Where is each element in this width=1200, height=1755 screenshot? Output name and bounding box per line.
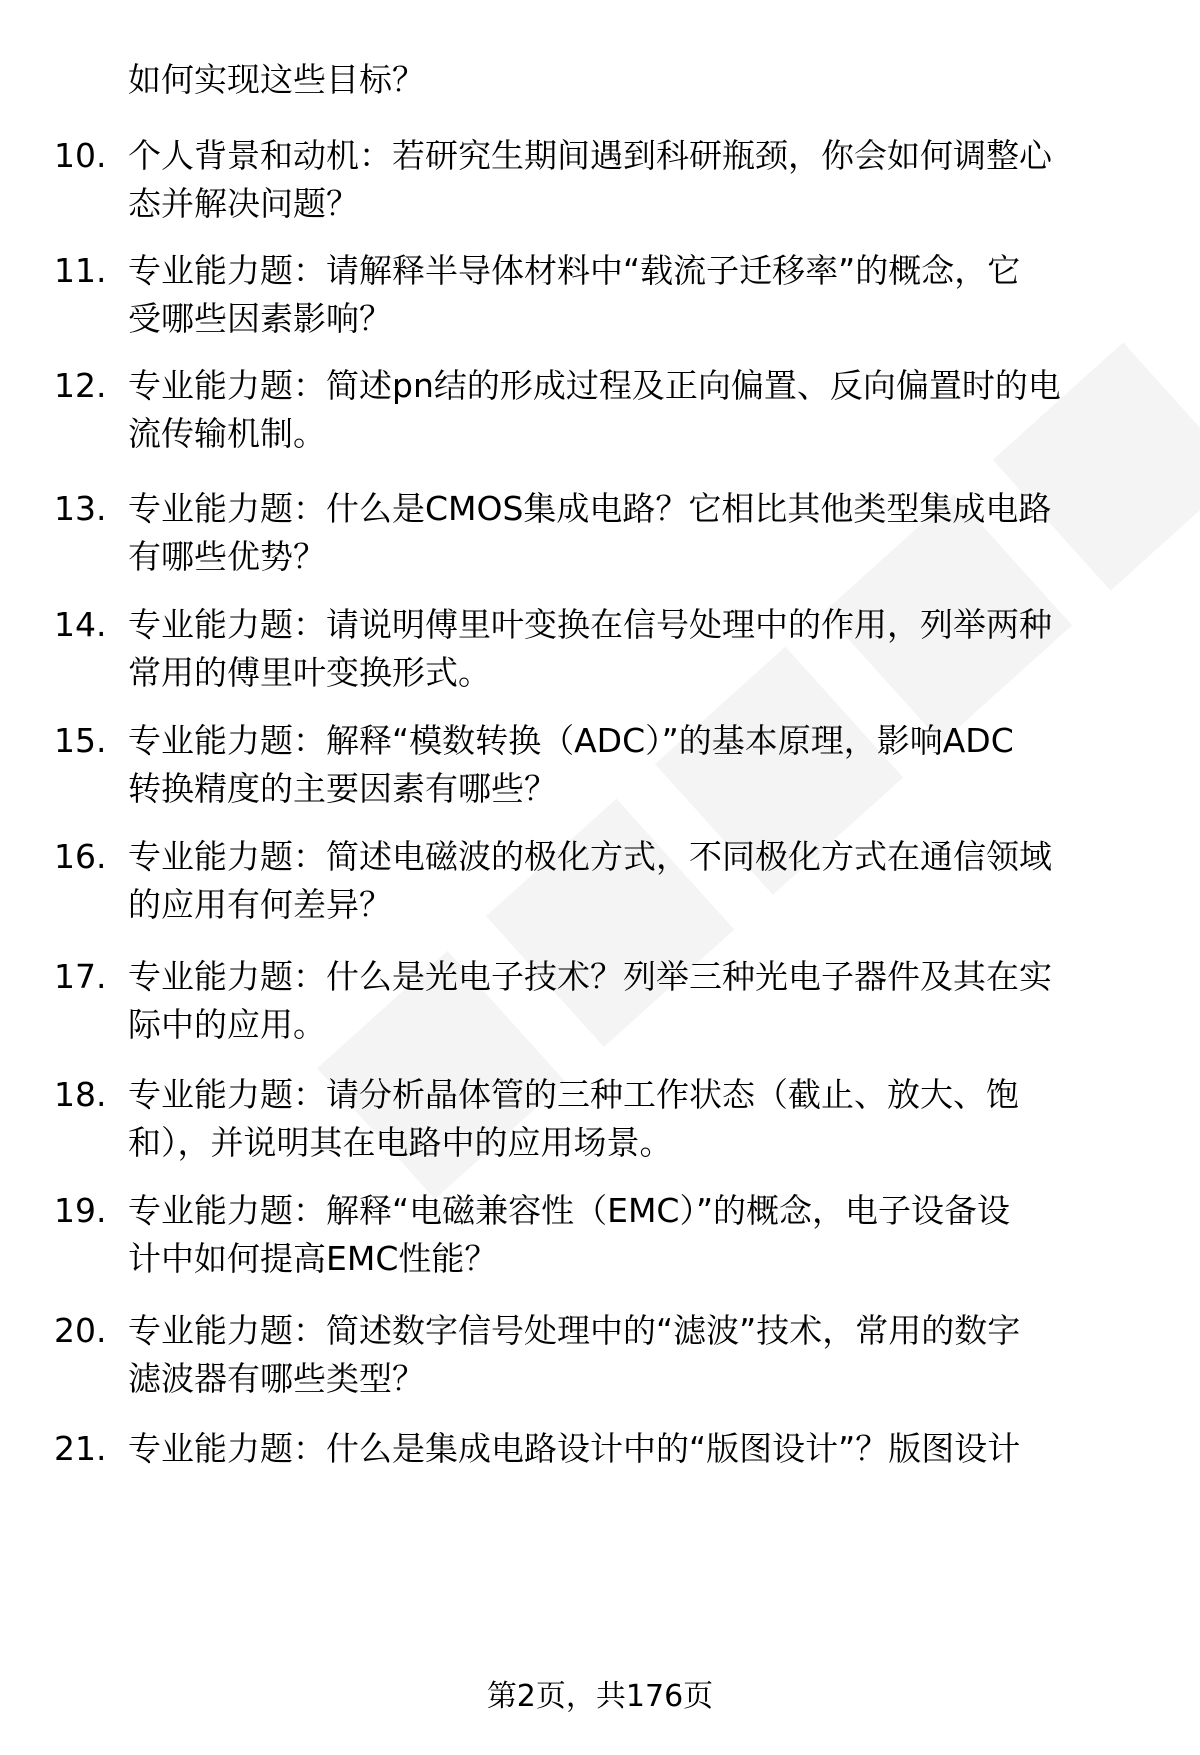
- question-number: 13.: [54, 489, 107, 528]
- question-number: 12.: [54, 366, 107, 405]
- question-text-line: 专业能力题：什么是CMOS集成电路？它相比其他类型集成电路: [128, 489, 1052, 528]
- question-text-line: 专业能力题：请分析晶体管的三种工作状态（截止、放大、饱: [128, 1075, 1019, 1114]
- question-text-line: 个人背景和动机：若研究生期间遇到科研瓶颈，你会如何调整心: [128, 136, 1052, 175]
- question-number: 11.: [54, 251, 107, 290]
- list-item: [0, 601, 1200, 711]
- question-text-line: 的应用有何差异？: [128, 885, 392, 924]
- list-item: [0, 1071, 1200, 1181]
- list-item: [0, 485, 1200, 595]
- question-text-line: 受哪些因素影响？: [128, 299, 392, 338]
- question-text-line: 专业能力题：简述pn结的形成过程及正向偏置、反向偏置时的电: [128, 366, 1061, 405]
- question-text-line: 专业能力题：请说明傅里叶变换在信号处理中的作用，列举两种: [128, 605, 1052, 644]
- question-text-line: 专业能力题：解释“电磁兼容性（EMC）”的概念，电子设备设: [128, 1191, 1011, 1230]
- question-number: 16.: [54, 837, 107, 876]
- list-item: [0, 953, 1200, 1063]
- question-text-line: 常用的傅里叶变换形式。: [128, 653, 491, 692]
- question-number: 17.: [54, 957, 107, 996]
- list-item: [0, 717, 1200, 827]
- question-text-line: 态并解决问题？: [128, 184, 359, 223]
- question-number: 15.: [54, 721, 107, 760]
- question-text-line: 专业能力题：请解释半导体材料中“载流子迁移率”的概念，它: [128, 251, 1021, 290]
- question-text-line: 有哪些优势？: [128, 537, 326, 576]
- list-item: [0, 1187, 1200, 1297]
- question-number: 20.: [54, 1311, 107, 1350]
- list-item: [0, 362, 1200, 472]
- question-text-line: 专业能力题：简述数字信号处理中的“滤波”技术，常用的数字: [128, 1311, 1021, 1350]
- question-number: 18.: [54, 1075, 107, 1114]
- list-item: [0, 1307, 1200, 1417]
- question-text-line: 转换精度的主要因素有哪些？: [128, 769, 557, 808]
- question-text-line: 专业能力题：什么是光电子技术？列举三种光电子器件及其在实: [128, 957, 1052, 996]
- question-text-line: 专业能力题：解释“模数转换（ADC）”的基本原理，影响ADC: [128, 721, 1014, 760]
- question-text-line: 计中如何提高EMC性能？: [128, 1239, 498, 1278]
- question-number: 19.: [54, 1191, 107, 1230]
- question-number: 21.: [54, 1429, 107, 1468]
- question-number: 14.: [54, 605, 107, 644]
- list-item: [0, 833, 1200, 943]
- question-text-line: 专业能力题：什么是集成电路设计中的“版图设计”？版图设计: [128, 1429, 1021, 1468]
- list-item: [0, 1425, 1200, 1535]
- question-text-line: 流传输机制。: [128, 414, 326, 453]
- list-item: [0, 132, 1200, 242]
- question-text-line: 专业能力题：简述电磁波的极化方式，不同极化方式在通信领域: [128, 837, 1052, 876]
- question-text-line: 际中的应用。: [128, 1005, 326, 1044]
- question-number: 10.: [54, 136, 107, 175]
- page-number-footer: 第2页，共176页: [486, 1679, 714, 1714]
- question-text-line: 和），并说明其在电路中的应用场景。: [128, 1123, 673, 1162]
- list-item: [0, 247, 1200, 357]
- question-text-line: 滤波器有哪些类型？: [128, 1359, 425, 1398]
- continued-question-text: 如何实现这些目标？: [128, 60, 425, 99]
